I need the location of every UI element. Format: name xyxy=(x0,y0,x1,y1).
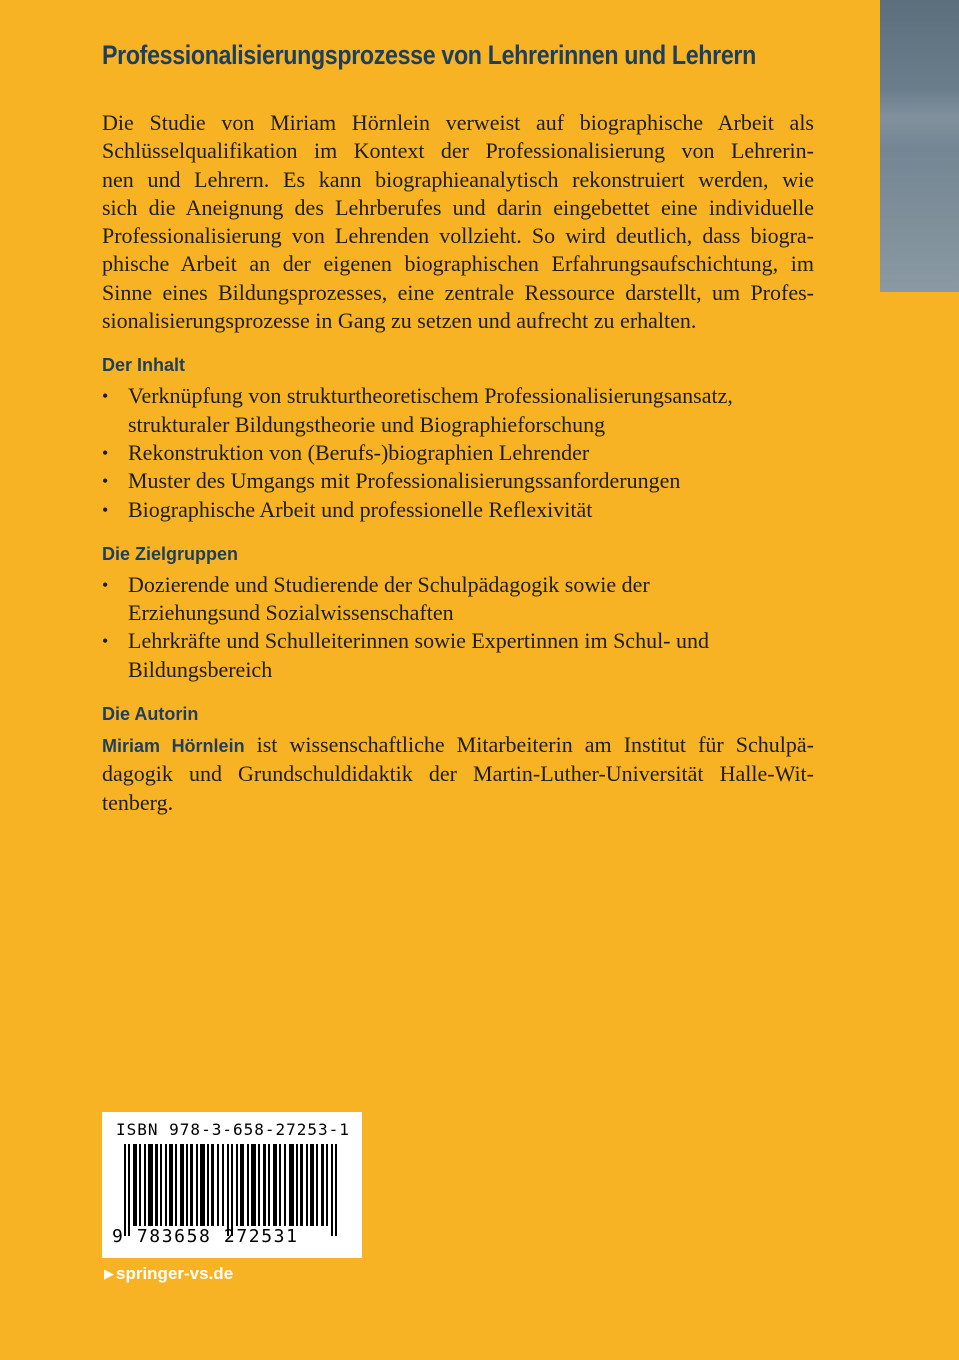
autorin-heading: Die Autorin xyxy=(102,704,199,725)
list-item-line: strukturaler Bildungstheorie und Biographieforschung xyxy=(128,411,606,437)
author-bio-line xyxy=(102,731,814,760)
isbn-label: ISBN 978-3-658-27253-1 xyxy=(116,1120,350,1139)
author-name: Miriam Hörnlein xyxy=(102,736,245,757)
intro-line: sich die Aneignung des Lehrberufes und darin eingebettet eine individuelle xyxy=(102,194,814,220)
inhalt-list xyxy=(102,382,814,523)
barcode-icon xyxy=(114,1144,350,1236)
zielgruppen-heading: Die Zielgruppen xyxy=(102,543,239,564)
intro-line: Sinne eines Bildungsprozesses, eine zentrale Ressource darstellt, um Profes- xyxy=(102,279,814,305)
author-bio xyxy=(102,731,814,817)
list-item-line: • Rekonstruktion von (Berufs-)biographien Lehrender xyxy=(128,439,590,465)
list-item xyxy=(102,627,814,684)
intro-line: Professionalisierung von Lehrenden vollzieht. So wird deutlich, dass biogra- xyxy=(102,223,814,249)
barcode-digits: 9 783658 272531 xyxy=(112,1226,299,1247)
arrow-right-icon: ▶ xyxy=(104,1266,114,1281)
intro-line: Die Studie von Miriam Hörnlein verweist auf biographische Arbeit als xyxy=(102,110,814,135)
isbn-barcode xyxy=(102,1112,362,1258)
corner-tab-decoration xyxy=(880,0,959,292)
intro-line: phische Arbeit an der eigenen biographischen Erfahrungsaufschichtung, im xyxy=(102,251,814,277)
corner-tab-stripe xyxy=(880,88,959,148)
list-item-line: • Muster des Umgangs mit Professionalisierungssanforderungen xyxy=(128,468,681,494)
intro-paragraph xyxy=(102,109,814,335)
list-item-line: • Dozierende und Studierende der Schulpädagogik sowie der xyxy=(128,571,650,597)
zielgruppen-list xyxy=(102,571,814,684)
list-item xyxy=(102,467,814,495)
author-bio-line: dagogik und Grundschuldidaktik der Martin-Luther-Universität Halle-Wit- xyxy=(102,761,814,787)
inhalt-heading: Der Inhalt xyxy=(102,355,186,376)
author-bio-text: ist wissenschaftliche Mitarbeiterin am Institut für Schulpä- xyxy=(256,732,814,758)
list-item-line: Bildungsbereich xyxy=(128,656,273,682)
list-item xyxy=(102,382,814,439)
intro-line: nen und Lehrern. Es kann biographieanalytisch rekonstruiert werden, wie xyxy=(102,166,814,192)
list-item xyxy=(102,496,814,524)
list-item-line: • Lehrkräfte und Schulleiterinnen sowie Expertinnen im Schul- und xyxy=(128,628,710,654)
list-item xyxy=(102,571,814,628)
list-item xyxy=(102,439,814,467)
intro-line: sionalisierungsprozesse in Gang zu setzen und aufrecht zu erhalten. xyxy=(102,308,697,334)
book-title: Professionalisierungsprozesse von Lehrerinnen und Lehrern xyxy=(102,40,756,70)
list-item-line: Erziehungsund Sozialwissenschaften xyxy=(128,600,454,626)
list-item-line: • Biographische Arbeit und professionelle Reflexivität xyxy=(128,496,593,522)
website-text: springer-vs.de xyxy=(116,1264,234,1283)
back-cover-content xyxy=(102,40,814,817)
author-bio-line: tenberg. xyxy=(102,789,174,815)
publisher-website[interactable] xyxy=(104,1264,233,1284)
intro-line: Schlüsselqualifikation im Kontext der Professionalisierung von Lehrerin- xyxy=(102,138,814,164)
list-item-line: • Verknüpfung von strukturtheoretischem Professionalisierungsansatz, xyxy=(128,383,733,409)
